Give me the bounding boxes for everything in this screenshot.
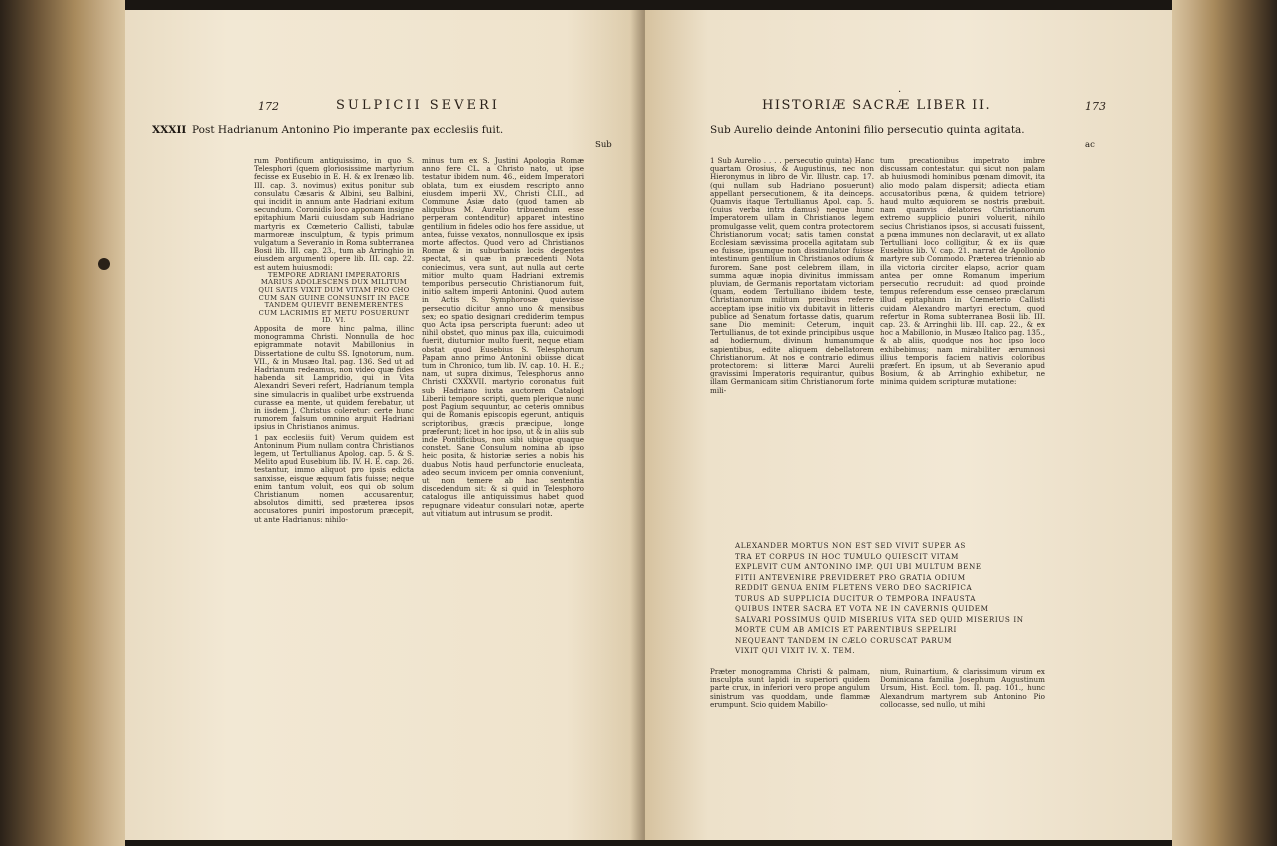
inscription-line: SALVARI POSSIMUS QUID MISERIUS VITA SED QUID MISERIUS IN <box>735 614 1024 624</box>
inscription-line: NEQUEANT TANDEM IN CÆLO CORUSCAT PARUM <box>735 635 953 645</box>
inscription-line: MORTE CUM AB AMICIS ET PARENTIBUS SEPELIRI <box>735 625 957 634</box>
inscription-line: ALEXANDER MORTUS NON EST SED VIVIT SUPER AS <box>735 541 966 550</box>
right-col2-paragraph: tum precationibus impetrato imbre discussam contestatur. qui sicut non palam ab huiusmodi hominibus pœnam dimovit, ita alio modo palam dispersit; adiecta etiam accusatoribus pœna, & quidem tetriore) haud multo æquiorem se nostris præbuit. nam quamvis delatores Christianorum extremo supplicio puniri voluerit, nihilo secius Christianos ipsos, si accusati fuissent, a pœna immunes non declaravit, ut ex allato Tertulliani loco colligitur, & ex iis quæ Eusebius lib. V. cap. 21. narrat de Apollonio martyre sub Commodo. Præterea triennio ab illa victoria circiter elapso, acrior quam antea per omne Romanum imperium persecutio recruduit: ad quod proinde tempus referendum esse censeo præclarum illud epitaphium in Cœmeterio Callisti cuidam Alexandro martyri erectum, quod refertur in Roma subterranea Bosii lib. III. cap. 23. & Arringhii lib. III. cap. 22., & ex hoc a Mabillonio, in Musæo Italico pag. 135., & ab aliis, quodque nos hoc ipso loco exhibebimus; nam mirabiliter ærumnosi illius temporis faciem nativis coloribus præfert. En ipsum, ut ab Severanio apud Bosium, & ab Arringhio exhibetur, ne minima quidem scripturæ mutatione: <box>880 156 1045 387</box>
left-col1-paragraph: rum Pontificum antiquissimo, in quo S. Telesphori (quem gloriosissime martyrium fecisse ex Eusebio in E. H. & ex Irenæo lib. III. cap. 3. novimus) exitus ponitur sub consulatu Cæsaris & Albini, seu Balbini, qui incidit in annum ante Hadriani exitum secundum. Coronidis loco apponam insigne epitaphium Marii cuiusdam sub Hadriano martyris ex Cœmeterio Callisti, tabulæ marmoreæ insculptum, & typis primum vulgatum a Severanio in Roma subterranea Bosii lib. III. cap. 23., tum ab Arringhio in eiusdem argumenti opere lib. III. cap. 22. est autem huiusmodi: <box>254 156 414 272</box>
right-column-2 <box>880 157 1045 387</box>
left-col2-paragraph: minus tum ex S. Justini Apologia Romæ anno fere CL. a Christo nato, ut ipse testatur ibidem num. 46., eidem Imperatori oblata, tum ex eiusdem rescripto anno eiusdem imperii XV., Christi CLII., ad Commune Asiæ dato (quod tamen ab aliquibus M. Aurelio tribuendum esse perperam contenditur) apparet intestino gentilium in fideles odio hos fere assidue, ut antea, fuisse vexatos, nonnullosque ex ipsis morte affectos. Quod vero ad Christianos Romæ & in suburbanis locis degentes spectat, si quæ in præcedenti Nota coniecimus, vera sunt, aut nulla aut certe mitior multo quam Hadriani extremis temporibus persecutio Christianorum fuit, initio saltem imperii Antonini. Quod autem in Actis S. Symphorosæ quievisse persecutio dicitur anno uno & mensibus sex; eo spatio designari crediderim tempus quo Acta ipsa perscripta fuerunt: adeo ut nihil obstet, quo minus pax illa, cuicuimodi fuerit, diuturnior multo fuerit, neque etiam obstat quod Eusebius S. Telesphorum Papam anno primo Antonini obiisse dicat tum in Chronico, tum lib. IV. cap. 10. H. E.; nam, ut supra diximus, Telesphorus anno Christi CXXXVII. martyrio coronatus fuit sub Hadriano iuxta auctorem Catalogi Liberii tempore scripti, quem plerique nunc post Pagium sequuntur, ac ceteris omnibus qui de Romanis episcopis egerunt, antiquis scriptoribus, græcis præcipue, longe præferunt; licet in hoc ipso, ut & in aliis sub inde Pontificibus, non sibi ubique quaque constet. Sane Consulum nomina ab ipso heic posita, & historiæ series a nobis his duabus Notis haud perfunctorie enucleata, adeo secum invicem per omnia conveniunt, ut non temere ab hac sententia discedendum sit: & si quid in Telesphoro catalogus ille antiquissimus habet quod repugnare videatur consulari notæ, aperte aut vitiatum aut intrusum se prodit. <box>422 156 584 518</box>
left-heading: Post Hadrianum Antonino Pio imperante pax ecclesiis fuit. <box>192 124 504 136</box>
right-col3-paragraph: Præter monogramma Christi & palmam, insculpta sunt lapidi in superiori quidem parte crux, in inferiori vero prope angulum sinistrum vas quoddam, unde flammæ erumpunt. Scio quidem Mabillo- <box>710 667 870 709</box>
left-running-head: SULPICII SEVERI <box>336 98 500 113</box>
inscription-line: FITII ANTEVENIRE PREVIDERET PRO GRATIA ODIUM <box>735 572 966 582</box>
left-page-edges <box>0 0 125 846</box>
left-col1-note: 1 pax ecclesiis fuit) Verum quidem est Antoninum Pium nullam contra Christianos legem, ut Tertullianus Apolog. cap. 5. & S. Melito apud Eusebium lib. IV. H. E. cap. 26. testantur, immo aliquot pro ipsis edicta sanxisse, eisque æquum fatis fuisse; neque enim tantum voluit, eos qui ob solum Christianum nomen accusarentur, absolutos dimitti, sed præterea ipsos accusatores puniri impostorum præcepit, ut ante Hadrianus: nihilo- <box>254 432 414 524</box>
right-col4-paragraph: nium, Ruinartium, & clarissimum virum ex Dominicana familia Josephum Augustinum Ursum, Hist. Eccl. tom. II. pag. 101., hunc Alexandrum martyrem sub Antonino Pio collocasse, sed nullo, ut mihi <box>880 667 1045 709</box>
inscription-line: EXPLEVIT CUM ANTONINO IMP. QUI UBI MULTUM BENE <box>735 562 982 571</box>
inscription-line: TRA ET CORPUS IN HOC TUMULO QUIESCIT VITAM <box>735 551 959 561</box>
inscription-line: TURUS AD SUPPLICIA DUCITUR O TEMPORA INFAUSTA <box>735 593 976 603</box>
right-heading: Sub Aurelio deinde Antonini filio persecutio quinta agitata. <box>710 124 1025 136</box>
right-running-head: HISTORIÆ SACRÆ LIBER II. <box>762 98 992 113</box>
right-page-edges <box>1172 0 1277 846</box>
left-column-2 <box>422 157 584 518</box>
section-number: XXXII <box>152 124 187 136</box>
right-catchword: ac <box>1085 140 1095 150</box>
left-folio: 172 <box>258 100 279 113</box>
inscription-line: REDDIT GENUA ENIM FLETENS VERO DEO SACRIFICA <box>735 583 973 592</box>
left-catchword: Sub <box>595 140 612 150</box>
inscription-line: QUIBUS INTER SACRA ET VOTA NE IN CAVERNIS QUIDEM <box>735 604 989 613</box>
right-column-4 <box>880 668 1045 709</box>
right-column-1 <box>710 157 874 395</box>
left-column-1 <box>254 157 414 524</box>
marius-epitaph: TEMPORE ADRIANI IMPERATORIS MARIUS ADOLESCENS DUX MILITUM QUI SATIS VIXIT DUM VITAM PRO CHO CUM SAN GUINE CONSUNSIT IN PACE TANDEM QUIEVIT BENEMERENTES CUM LACRIMIS ET METU POSUERUNT ID. VI. <box>258 270 410 325</box>
left-col1-paragraph-2: Apposita de more hinc palma, illinc monogramma Christi. Nonnulla de hoc epigrammate notavit Mabillonius in Dissertatione de cultu SS. Ignotorum, num. VII., & in Musæo Ital. pag. 136. Sed ut ad Hadrianum redeamus, non video quæ fides habenda sit Lampridio, qui in Vita Alexandri Severi refert, Hadrianum templa sine simulacris in qualibet urbe exstruenda curasse ea mente, ut quidem ferebatur, ut in iisdem J. Christus coleretur: certe hunc rumorem falsum omnino arguit Hadriani ipsius in Christianos animus. <box>254 324 414 432</box>
right-folio: 173 <box>1085 100 1106 113</box>
inscription-line: VIXIT QUI VIXIT IV. X. TEM. <box>735 646 856 655</box>
right-column-3 <box>710 668 870 709</box>
alexander-inscription <box>735 541 1024 657</box>
printer-mark: · <box>898 87 902 98</box>
binding-hole-icon <box>98 258 110 270</box>
right-col1-note: 1 Sub Aurelio . . . . persecutio quinta) Hanc quartam Orosius, & Augustinus, nec non Hieronymus in libro de Vir. Illustr. cap. 17. (qui nullam sub Hadriano posuerunt) appellant persecutionem, & ita deinceps. Quamvis itaque Tertullianus Apol. cap. 5. (cuius verba intra damus) neque hunc Imperatorem ullam in Christianos legem promulgasse velit, quem contra protectorem Christianorum vocat; satis tamen constat Ecclesiam sævissima procella agitatam sub eo fuisse, ipsumque non dissimulator fuisse intestinum gentilium in Christianos odium & furorem. Sane post celebrem illam, in summa aquæ inopia divinitus immissam pluviam, de Germanis reportatam victoriam (quam, eodem Tertulliano ibidem teste, Christianorum militum precibus referre acceptam ipse initio vix dubitavit in litteris publice ad Senatum fortasse datis, quarum sane Dio meminit: Ceterum, inquit Tertullianus, de tot exinde principibus usque ad hodiernum, divinum humanumque sapientibus, edite aliquem debellatorem Christianorum. At nos e contrario edimus protectorem: si litteræ Marci Aurelii gravissimi Imperatoris requirantur, quibus illam Germanicam sitim Christianorum forte mili- <box>710 156 874 395</box>
